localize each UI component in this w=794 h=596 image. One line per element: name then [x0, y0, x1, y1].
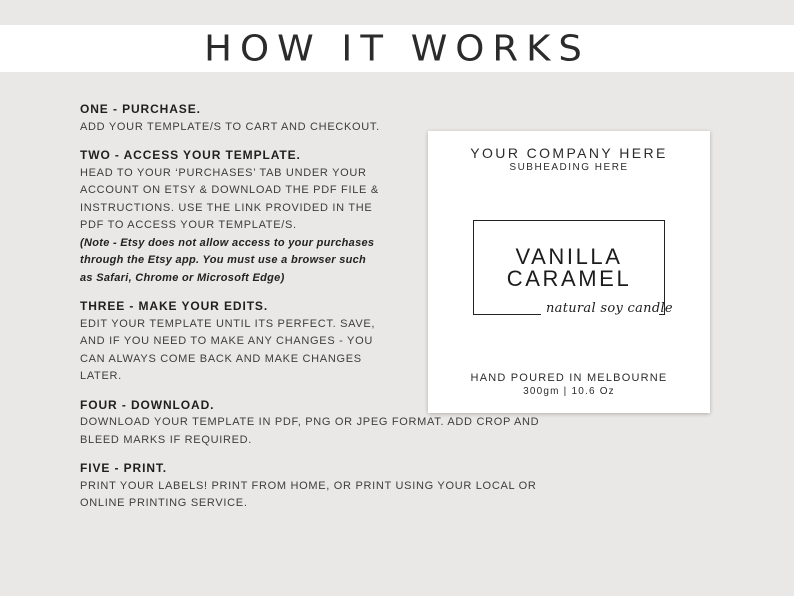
step-body: EDIT YOUR TEMPLATE UNTIL ITS PERFECT. SAVE, AND IF YOU NEED TO MAKE ANY CHANGES - YOU CAN ALWAYS COME BACK AND MAKE CHANGES LATER.	[80, 317, 376, 382]
step-note: (Note - Etsy does not allow access to your purchases through the Etsy app. You must use a browser such as Safari, Chrome or Microsoft Edge)	[80, 236, 375, 284]
product-name-line1: VANILLA	[515, 244, 623, 269]
step-body: HEAD TO YOUR ‘PURCHASES’ TAB UNDER YOUR ACCOUNT ON ETSY & DOWNLOAD THE PDF FILE & INSTRUCTIONS. USE THE LINK PROVIDED IN THE PDF TO ACCESS YOUR TEMPLATE/S.	[80, 166, 379, 231]
step-title: THREE - MAKE YOUR EDITS.	[80, 299, 269, 313]
step-title: TWO - ACCESS YOUR TEMPLATE.	[80, 148, 301, 162]
origin-line: HAND POURED IN MELBOURNE	[470, 372, 668, 384]
company-name: YOUR COMPANY HERE	[470, 145, 668, 161]
product-name-line2: CARAMEL	[506, 266, 632, 291]
page-title: HOW IT WORKS	[204, 28, 590, 69]
step-title: FOUR - DOWNLOAD.	[80, 397, 215, 412]
label-preview	[428, 131, 710, 413]
title-banner	[0, 25, 794, 72]
step-title: ONE - PURCHASE.	[80, 102, 201, 116]
weight-line: 300gm | 10.6 Oz	[523, 386, 615, 397]
step-body: PRINT YOUR LABELS! PRINT FROM HOME, OR PRINT USING YOUR LOCAL OR ONLINE PRINTING SERVICE.	[80, 479, 537, 509]
step-five	[80, 460, 580, 513]
product-tagline: natural soy candle	[546, 301, 673, 316]
step-title: FIVE - PRINT.	[80, 461, 168, 475]
step-body: ADD YOUR TEMPLATE/S TO CART AND CHECKOUT.	[80, 120, 380, 133]
label-subheading: SUBHEADING HERE	[509, 162, 629, 173]
step-body: DOWNLOAD YOUR TEMPLATE IN PDF, PNG OR JPEG FORMAT. ADD CROP AND BLEED MARKS IF REQUIRED.	[80, 416, 540, 446]
